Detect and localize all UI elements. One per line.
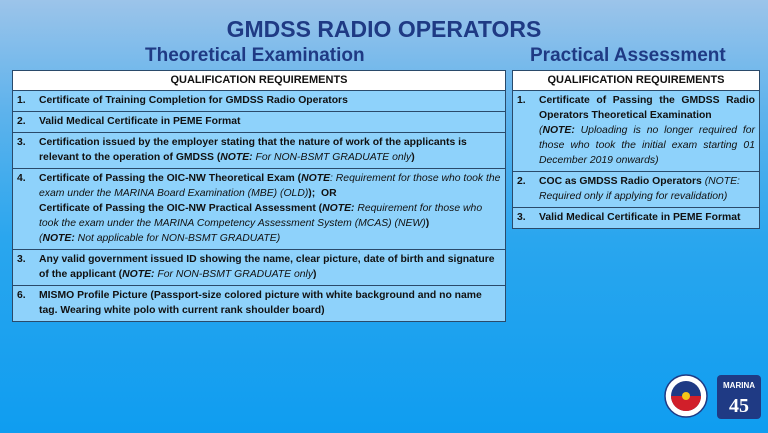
- requirement-text: Certificate of Passing the OIC-NW Theoretical Exam (NOTE: Requirement for those who took the exam under the MARINA Board Examination (MBE) (OLD)); OR Certificate of Passing the OIC-NW Practical Assessment (NOTE: Requirement for those who took the exam under the MARINA Competency Assessment System (MCAS) (NEW)) (NOTE: Not applicable for NON-BSMT GRADUATE): [39, 173, 501, 244]
- requirement-row: [513, 91, 759, 172]
- requirement-text: Valid Medical Certificate in PEME Format: [539, 212, 741, 223]
- requirement-text: Certificate of Passing the GMDSS Radio Operators Theoretical Examination (NOTE: Uploading is no longer required for those who took the initial exam starting 01 December 2019 onwards): [539, 95, 755, 166]
- theoretical-requirements-table: [12, 70, 506, 322]
- svg-text:45: 45: [729, 395, 749, 417]
- requirement-row: [13, 91, 505, 112]
- requirement-row: [513, 208, 759, 228]
- marina-45-logo: [716, 374, 762, 420]
- requirement-row: [13, 112, 505, 133]
- requirement-text: Certificate of Training Completion for GMDSS Radio Operators: [39, 95, 348, 106]
- requirement-text: Valid Medical Certificate in PEME Format: [39, 116, 241, 127]
- table-heading: QUALIFICATION REQUIREMENTS: [13, 71, 505, 91]
- requirement-text: Certification issued by the employer stating that the nature of work of the applicants is relevant to the operation of GMDSS (NOTE: For NON-BSMT GRADUATE only): [39, 137, 467, 163]
- requirement-row: [13, 133, 505, 169]
- row-number: 1.: [17, 95, 26, 106]
- row-number: 3.: [517, 212, 526, 223]
- requirement-text: MISMO Profile Picture (Passport-size colored picture with white background and no name tag. Wearing white polo with current rank shoulder board): [39, 290, 482, 316]
- row-number: 4.: [17, 173, 26, 184]
- row-number: 2.: [517, 176, 526, 187]
- practical-assessment-heading: Practical Assessment: [530, 45, 726, 66]
- requirement-row: [13, 169, 505, 250]
- requirement-row: [13, 250, 505, 286]
- row-number: 1.: [517, 95, 526, 106]
- row-number: 3.: [17, 137, 26, 148]
- dotr-seal-logo: [664, 374, 708, 418]
- page-title: GMDSS RADIO OPERATORS: [226, 16, 542, 42]
- theoretical-exam-heading: Theoretical Examination: [145, 45, 365, 66]
- svg-text:MARINA: MARINA: [723, 381, 755, 390]
- row-number: 3.: [17, 254, 26, 265]
- requirement-row: [513, 172, 759, 208]
- table-heading: QUALIFICATION REQUIREMENTS: [513, 71, 759, 91]
- requirement-text: COC as GMDSS Radio Operators (NOTE: Required only if applying for revalidation): [539, 176, 740, 202]
- practical-requirements-table: [512, 70, 760, 229]
- row-number: 2.: [17, 116, 26, 127]
- row-number: 6.: [17, 290, 26, 301]
- requirement-row: [13, 286, 505, 321]
- requirement-text: Any valid government issued ID showing the name, clear picture, date of birth and signature of the applicant (NOTE: For NON-BSMT GRADUATE only): [39, 254, 495, 280]
